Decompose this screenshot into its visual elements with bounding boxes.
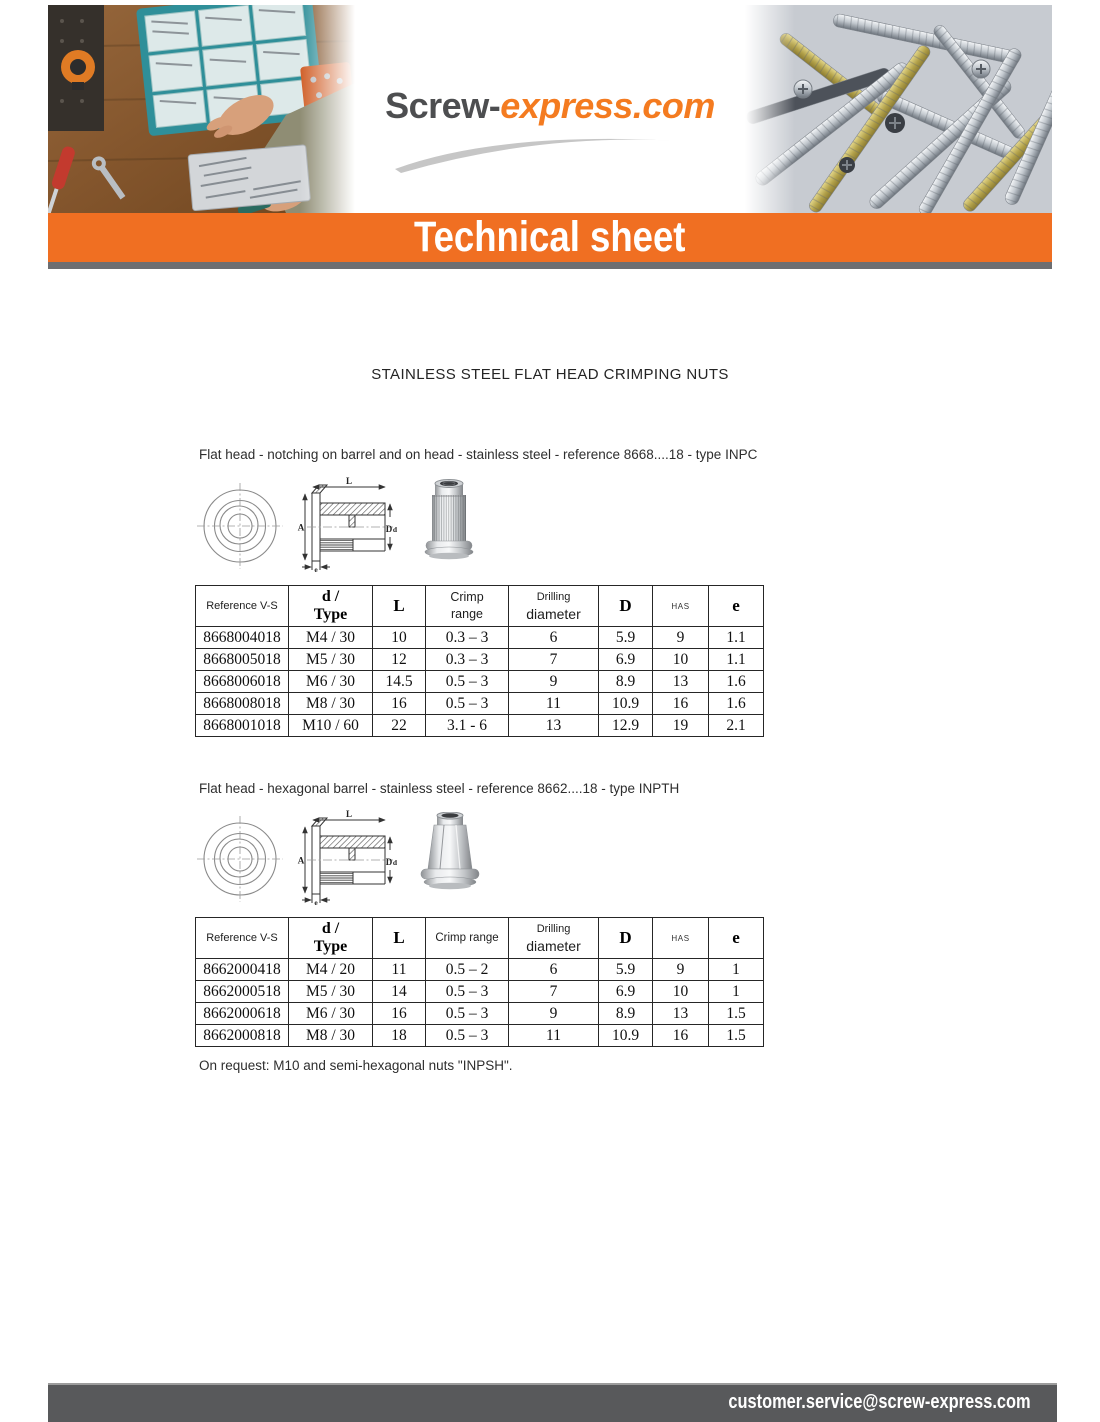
crimping-nuts-table-inpc xyxy=(195,585,764,737)
table-cell: 0.3 – 3 xyxy=(426,627,509,649)
table-cell: 13 xyxy=(509,715,599,737)
d-type-line2: Type xyxy=(313,938,348,955)
header xyxy=(48,5,1052,213)
logo-text-orange: express.com xyxy=(500,85,715,126)
table-cell: 1.5 xyxy=(709,1003,764,1025)
front-view-drawing xyxy=(197,483,283,569)
dim-L-label: L xyxy=(345,477,353,486)
footer-bar xyxy=(48,1383,1057,1422)
table-cell: 10 xyxy=(653,649,709,671)
footer-email: customer.service@screw-express.com xyxy=(728,1391,1031,1413)
col-header-reference: Reference V-S xyxy=(196,586,289,627)
crimping-nuts-table-inpth xyxy=(195,917,764,1047)
table-header-row xyxy=(196,586,764,627)
table-cell: 1 xyxy=(709,959,764,981)
col-header-L: L xyxy=(373,586,426,627)
table-cell: M6 / 30 xyxy=(289,671,373,693)
table-cell: 5.9 xyxy=(599,959,653,981)
col-header-d-type xyxy=(289,918,373,959)
table-cell: 18 xyxy=(373,1025,426,1047)
drill-line1: Drilling xyxy=(536,923,571,936)
table-cell: 8668006018 xyxy=(196,671,289,693)
table-cell: 10 xyxy=(373,627,426,649)
table-cell: 16 xyxy=(653,693,709,715)
col-header-e: e xyxy=(709,586,764,627)
table-cell: 13 xyxy=(653,671,709,693)
table-cell: 19 xyxy=(653,715,709,737)
crimp-line1: Crimp xyxy=(450,590,484,605)
table-cell: 11 xyxy=(509,1025,599,1047)
table-cell: 13 xyxy=(653,1003,709,1025)
table-cell: 11 xyxy=(373,959,426,981)
table-cell: 8668004018 xyxy=(196,627,289,649)
table-cell: 1.6 xyxy=(709,671,764,693)
table-row xyxy=(196,649,764,671)
table-cell: 9 xyxy=(653,959,709,981)
header-photo-workbench xyxy=(48,5,355,213)
table-cell: 16 xyxy=(373,1003,426,1025)
dim-d-label: d xyxy=(392,858,397,867)
table-cell: 10.9 xyxy=(599,1025,653,1047)
section-1-heading: Flat head - notching on barrel and on head - stainless steel - reference 8668....18 - type INPC xyxy=(199,447,758,462)
table-cell: 6 xyxy=(509,959,599,981)
table-cell: 10 xyxy=(653,981,709,1003)
table-cell: 7 xyxy=(509,981,599,1003)
table-cell: 8662000818 xyxy=(196,1025,289,1047)
table-cell: 16 xyxy=(373,693,426,715)
dim-D-label: D xyxy=(385,524,393,534)
d-type-line1: d / xyxy=(321,919,340,937)
table-row xyxy=(196,1025,764,1047)
table-cell: 22 xyxy=(373,715,426,737)
table-cell: 8668008018 xyxy=(196,693,289,715)
table-cell: 6 xyxy=(509,627,599,649)
table-cell: 8668001018 xyxy=(196,715,289,737)
table-cell: 3.1 - 6 xyxy=(426,715,509,737)
d-type-line1: d / xyxy=(321,587,340,605)
table-cell: 14 xyxy=(373,981,426,1003)
section-2-heading: Flat head - hexagonal barrel - stainless steel - reference 8662....18 - type INPTH xyxy=(199,781,680,796)
table-cell: 0.5 – 3 xyxy=(426,1025,509,1047)
table-cell: 12.9 xyxy=(599,715,653,737)
table-row xyxy=(196,981,764,1003)
col-header-HAS: HAS xyxy=(653,918,709,959)
logo-area xyxy=(355,5,745,213)
crimp-line2: range xyxy=(451,607,483,621)
table-cell: 6.9 xyxy=(599,649,653,671)
logo-text-gray: Screw- xyxy=(385,85,501,126)
table-row xyxy=(196,1003,764,1025)
logo-swoosh xyxy=(389,127,689,173)
header-photo-screws xyxy=(745,5,1052,213)
table-cell: 1 xyxy=(709,981,764,1003)
table-row xyxy=(196,959,764,981)
gray-divider-bar xyxy=(48,262,1052,269)
dim-D-label: D xyxy=(385,857,393,867)
logo xyxy=(355,85,745,127)
table-cell: M5 / 30 xyxy=(289,649,373,671)
front-view-drawing xyxy=(197,816,283,902)
table-row xyxy=(196,627,764,649)
table-cell: 0.5 – 3 xyxy=(426,1003,509,1025)
table-cell: 7 xyxy=(509,649,599,671)
table-row xyxy=(196,693,764,715)
col-header-crimp-range: Crimp range xyxy=(426,918,509,959)
table-cell: 1.1 xyxy=(709,627,764,649)
table-cell: M5 / 30 xyxy=(289,981,373,1003)
col-header-drilling-diameter xyxy=(509,918,599,959)
cross-section-drawing xyxy=(297,810,397,906)
table-cell: 8662000618 xyxy=(196,1003,289,1025)
table-cell: 0.5 – 3 xyxy=(426,693,509,715)
table-cell: M10 / 60 xyxy=(289,715,373,737)
table-cell: 5.9 xyxy=(599,627,653,649)
table-cell: M8 / 30 xyxy=(289,1025,373,1047)
col-header-D: D xyxy=(599,586,653,627)
product-photo-round-rivet-nut xyxy=(417,479,481,563)
table-cell: 8662000518 xyxy=(196,981,289,1003)
table-header-row xyxy=(196,918,764,959)
col-header-reference: Reference V-S xyxy=(196,918,289,959)
cross-section-drawing xyxy=(297,477,397,573)
dim-A-label: A xyxy=(297,855,305,866)
table-cell: 16 xyxy=(653,1025,709,1047)
dim-L-label: L xyxy=(345,810,353,819)
page-title: STAINLESS STEEL FLAT HEAD CRIMPING NUTS xyxy=(371,366,729,383)
table-cell: 1.5 xyxy=(709,1025,764,1047)
metal-tray xyxy=(188,145,310,211)
on-request-note: On request: M10 and semi-hexagonal nuts "INPSH". xyxy=(199,1058,513,1073)
table-cell: M6 / 30 xyxy=(289,1003,373,1025)
table-cell: 0.3 – 3 xyxy=(426,649,509,671)
table-cell: 14.5 xyxy=(373,671,426,693)
table-row xyxy=(196,671,764,693)
dim-e-label: e xyxy=(314,898,318,906)
drill-line2: diameter xyxy=(526,937,581,954)
table-cell: 12 xyxy=(373,649,426,671)
banner-title: Technical sheet xyxy=(414,213,686,261)
drill-line2: diameter xyxy=(526,605,581,622)
table-cell: 11 xyxy=(509,693,599,715)
table-cell: 0.5 – 3 xyxy=(426,671,509,693)
table-cell: M4 / 30 xyxy=(289,627,373,649)
col-header-e: e xyxy=(709,918,764,959)
col-header-D: D xyxy=(599,918,653,959)
col-header-drilling-diameter xyxy=(509,586,599,627)
table-cell: M4 / 20 xyxy=(289,959,373,981)
dim-d-label: d xyxy=(392,525,397,534)
product-photo-hex-rivet-nut xyxy=(417,812,483,896)
table-row xyxy=(196,715,764,737)
dim-A-label: A xyxy=(297,522,305,533)
table-cell: 0.5 – 2 xyxy=(426,959,509,981)
table-cell: 8.9 xyxy=(599,671,653,693)
table-cell: M8 / 30 xyxy=(289,693,373,715)
table-cell: 0.5 – 3 xyxy=(426,981,509,1003)
drill-line1: Drilling xyxy=(536,591,571,604)
d-type-line2: Type xyxy=(313,606,348,623)
col-header-crimp-range xyxy=(426,586,509,627)
technical-sheet-banner xyxy=(48,213,1052,262)
table-cell: 1.6 xyxy=(709,693,764,715)
col-header-HAS: HAS xyxy=(653,586,709,627)
col-header-L: L xyxy=(373,918,426,959)
table-cell: 6.9 xyxy=(599,981,653,1003)
table-cell: 8668005018 xyxy=(196,649,289,671)
table-cell: 8.9 xyxy=(599,1003,653,1025)
dim-e-label: e xyxy=(314,565,318,573)
table-cell: 9 xyxy=(653,627,709,649)
table-cell: 10.9 xyxy=(599,693,653,715)
table-cell: 9 xyxy=(509,1003,599,1025)
section-1-diagrams xyxy=(195,477,765,577)
table-cell: 1.1 xyxy=(709,649,764,671)
section-2-diagrams xyxy=(195,810,765,910)
table-cell: 2.1 xyxy=(709,715,764,737)
col-header-d-type xyxy=(289,586,373,627)
table-cell: 9 xyxy=(509,671,599,693)
table-cell: 8662000418 xyxy=(196,959,289,981)
